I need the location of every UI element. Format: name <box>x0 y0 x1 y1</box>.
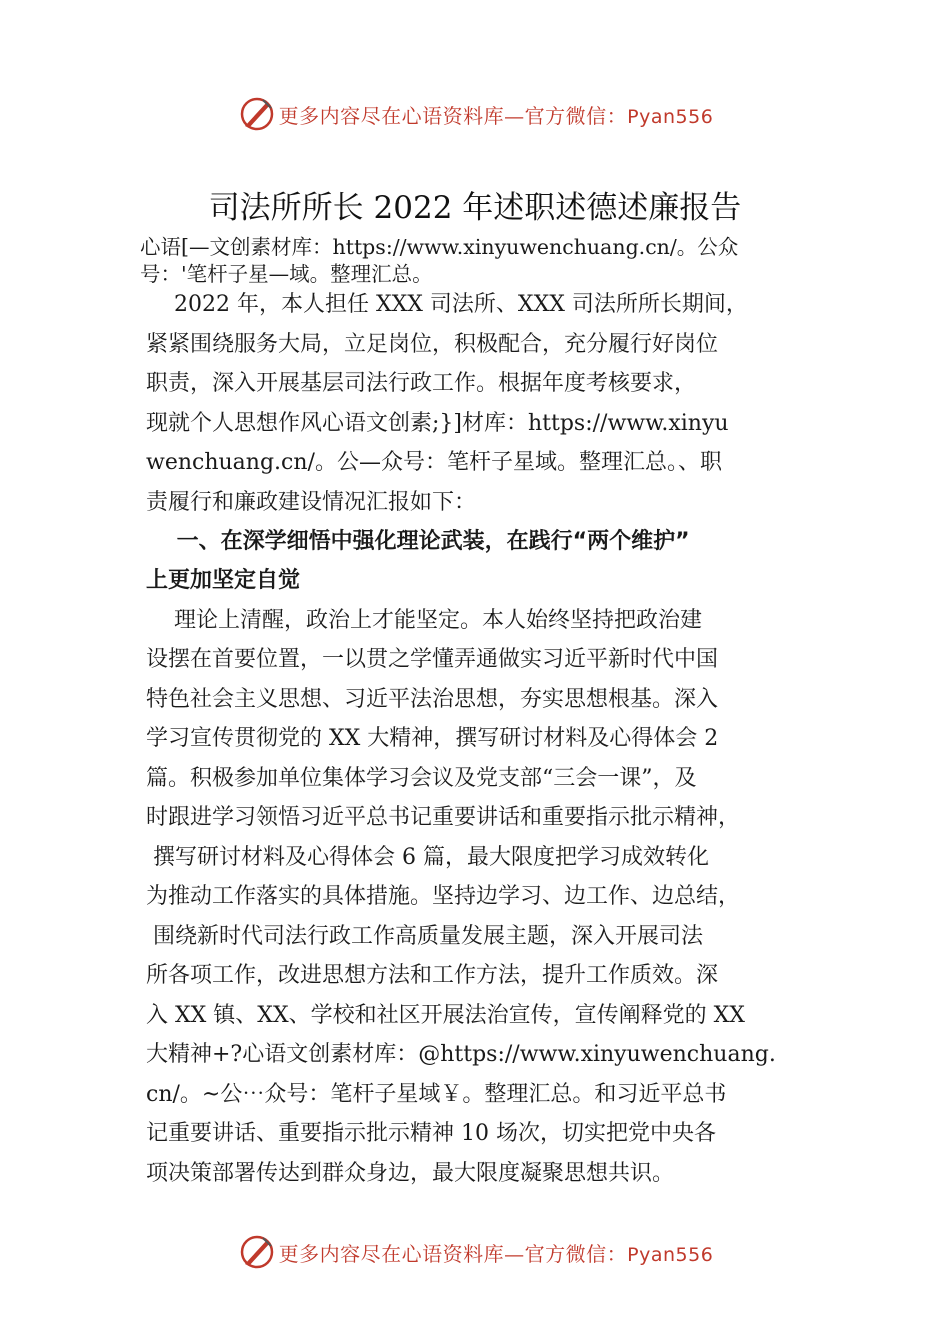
paragraph-line: wenchuang.cn/。公—众号：笔杆子星域。整理汇总。、职 <box>146 450 722 475</box>
paragraph-line: 时跟进学习领悟习近平总书记重要讲话和重要指示批示精神， <box>146 805 741 830</box>
document-title: 司法所所长 2022 年述职述德述廉报告 <box>208 190 742 226</box>
source-line: 号：'笔杆子星—域。整理汇总。 <box>140 262 433 286</box>
paragraph-line: 记重要讲话、重要指示批示精神 10 场次，切实把党中央各 <box>146 1121 716 1146</box>
watermark-text: 更多内容尽在心语资料库—官方微信：Pyan556 <box>278 1241 714 1266</box>
paragraph-line: 项决策部署传达到群众身边，最大限度凝聚思想共识。 <box>146 1161 675 1186</box>
paragraph-line: 现就个人思想作风心语文创素;}]材库：https://www.xinyu <box>146 411 729 436</box>
paragraph-line: 围绕新时代司法行政工作高质量发展主题，深入开展司法 <box>146 924 703 949</box>
paragraph-line: cn/。~公⋯众号：笔杆子星域￥。整理汇总。和习近平总书 <box>146 1082 727 1107</box>
paragraph-line: 撰写研讨材料及心得体会 6 篇，最大限度把学习成效转化 <box>146 845 709 870</box>
paragraph-line: 紧紧围绕服务大局，立足岗位，积极配合，充分履行好岗位 <box>146 332 719 357</box>
paragraph-line: 学习宣传贯彻党的 XX 大精神，撰写研讨材料及心得体会 2 <box>146 726 719 751</box>
paragraph-line: 所各项工作，改进思想方法和工作方法，提升工作质效。深 <box>146 963 719 988</box>
watermark-text: 更多内容尽在心语资料库—官方微信：Pyan556 <box>278 103 714 128</box>
paragraph-line: 理论上清醒，政治上才能坚定。本人始终坚持把政治建 <box>146 608 702 633</box>
paragraph-line: 入 XX 镇、XX、学校和社区开展法治宣传，宣传阐释党的 XX <box>146 1003 745 1028</box>
section-heading: 上更加坚定自觉 <box>146 568 301 593</box>
quill-seal-icon <box>237 1232 277 1272</box>
source-line: 心语[—文创素材库：https://www.xinyuwenchuang.cn/。公众 <box>140 235 739 259</box>
watermark-banner-top <box>0 92 950 136</box>
section-heading: 一、在深学细悟中强化理论武装，在践行“两个维护” <box>146 529 690 554</box>
paragraph-line: 为推动工作落实的具体措施。坚持边学习、边工作、边总结， <box>146 884 741 909</box>
paragraph-line: 篇。积极参加单位集体学习会议及党支部“三会一课”，及 <box>146 766 697 791</box>
watermark-banner-bottom <box>0 1230 950 1274</box>
paragraph-line: 责履行和廉政建设情况汇报如下： <box>146 490 477 515</box>
paragraph-line: 2022 年，本人担任 XXX 司法所、XXX 司法所所长期间， <box>146 292 748 317</box>
paragraph-line: 大精神+?心语文创素材库：@https://www.xinyuwenchuang. <box>146 1042 776 1067</box>
quill-seal-icon <box>237 94 277 134</box>
paragraph-line: 特色社会主义思想、习近平法治思想，夯实思想根基。深入 <box>146 687 719 712</box>
paragraph-line: 设摆在首要位置，一以贯之学懂弄通做实习近平新时代中国 <box>146 647 719 672</box>
paragraph-line: 职责，深入开展基层司法行政工作。根据年度考核要求， <box>146 371 697 396</box>
